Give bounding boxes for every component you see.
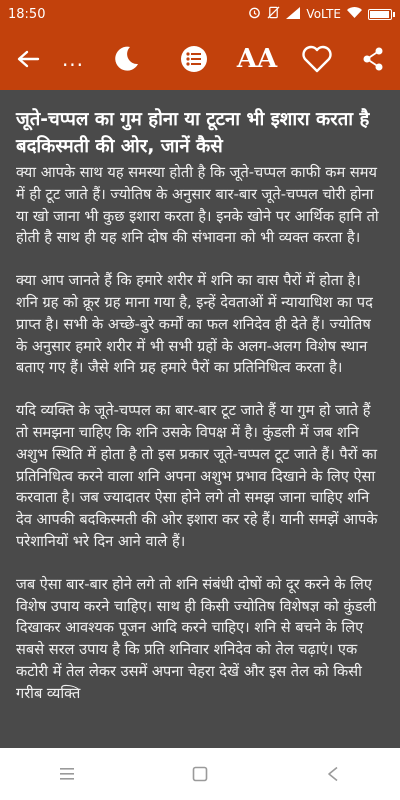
- signal-icon: [286, 7, 300, 22]
- font-size-button[interactable]: [226, 28, 288, 90]
- article-paragraph: क्या आपके साथ यह समस्या होती है कि जूते-चप्पल काफी कम समय में ही टूट जाते हैं। ज्योतिष के अनुसार बार-बार जूते-चप्पल चोरी होना या खो जाना भी कुछ इशारा करता है। इनके खोने पर आर्थिक हानि तो होती है साथ ही यह शनि दोष की संभावना को भी व्यक्त करता है।: [16, 164, 379, 247]
- more-button[interactable]: [56, 28, 90, 90]
- recents-button[interactable]: [37, 748, 97, 800]
- article-paragraph: यदि व्यक्ति के जूते-चप्पल का बार-बार टूट जाते हैं या गुम हो जाते हैं तो समझना चाहिए कि शनि उसके विपक्ष में है। कुंडली में जब शनि अशुभ स्थिति में होता है तो इस प्रकार जूते-चप्पल टूट जाते हैं। पैरों का प्रतिनिधित्व करने वाला शनि अपना अशुभ प्रभाव दिखाने के लिए ऐसा करवाता है। जब ज्यादातर ऐसा होने लगे तो समझ जाना चाहिए शनि देव आपकी बदकिस्मती की ओर इशारा कर रहे हैं। यानी समझें आपके परेशानियों भरे दिन आने वाले हैं।: [16, 402, 378, 550]
- night-mode-icon: [111, 44, 141, 74]
- article-title: जूते-चप्पल का गुम होना या टूटना भी इशारा करता है बदकिस्मती की ओर, जानें कैसे: [16, 109, 370, 157]
- night-mode-button[interactable]: [90, 28, 162, 90]
- back-arrow-icon: [16, 49, 40, 69]
- list-button[interactable]: [162, 28, 226, 90]
- article-paragraph: जब ऐसा बार-बार होने लगे तो शनि संबंधी दोषों को दूर करने के लिए विशेष उपाय करने चाहिए। साथ ही किसी ज्योतिष विशेषज्ञ को कुंडली दिखाकर आवश्यक पूजन आदि करने चाहिए। शनि से बचने के लिए सबसे सरल उपाय है कि प्रति शनिवार शनिदेव को तेल चढ़ाएं। एक कटोरी में तेल लेकर उसमें अपना चेहरा देखें और इस तेल को किसी गरीब व्यक्ति: [16, 575, 377, 702]
- share-button[interactable]: [346, 28, 400, 90]
- status-icons: [248, 6, 392, 22]
- favorite-icon: [301, 45, 333, 73]
- battery-icon: [368, 9, 392, 20]
- share-icon: [362, 47, 384, 71]
- status-time: 18:50: [8, 6, 46, 22]
- app-toolbar: [0, 28, 400, 90]
- list-icon: [179, 44, 209, 74]
- wifi-icon: [347, 7, 362, 22]
- battery-level: [370, 11, 389, 18]
- network-label: VoLTE: [306, 7, 341, 21]
- favorite-button[interactable]: [288, 28, 346, 90]
- home-icon: [192, 766, 208, 782]
- home-button[interactable]: [170, 748, 230, 800]
- alarm-icon: [248, 6, 261, 22]
- system-nav-bar: [0, 748, 400, 800]
- article-paragraph: क्या आप जानते हैं कि हमारे शरीर में शनि का वास पैरों में होता है। शनि ग्रह को क्रूर ग्रह माना गया है, इन्हें देवताओं में न्यायाधिश का पद प्राप्त है। सभी के अच्छे-बुरे कर्मों का फल शनिदेव ही देते हैं। ज्योतिष के अनुसार हमारे शरीर में भी सभी ग्रहों के अलग-अलग विशेष स्थान बताए गए हैं। जैसे शनि ग्रह हमारे पैरों का प्रतिनिधित्व करता है।: [16, 272, 373, 377]
- status-bar: [0, 0, 400, 28]
- article-content[interactable]: [0, 90, 400, 748]
- no-sim-icon: [267, 6, 280, 22]
- more-icon: ...: [61, 47, 85, 71]
- nav-back-button[interactable]: [303, 748, 363, 800]
- back-icon: [326, 766, 340, 782]
- back-button[interactable]: [0, 28, 56, 90]
- font-size-icon: AA: [236, 44, 278, 74]
- recents-icon: [59, 767, 75, 781]
